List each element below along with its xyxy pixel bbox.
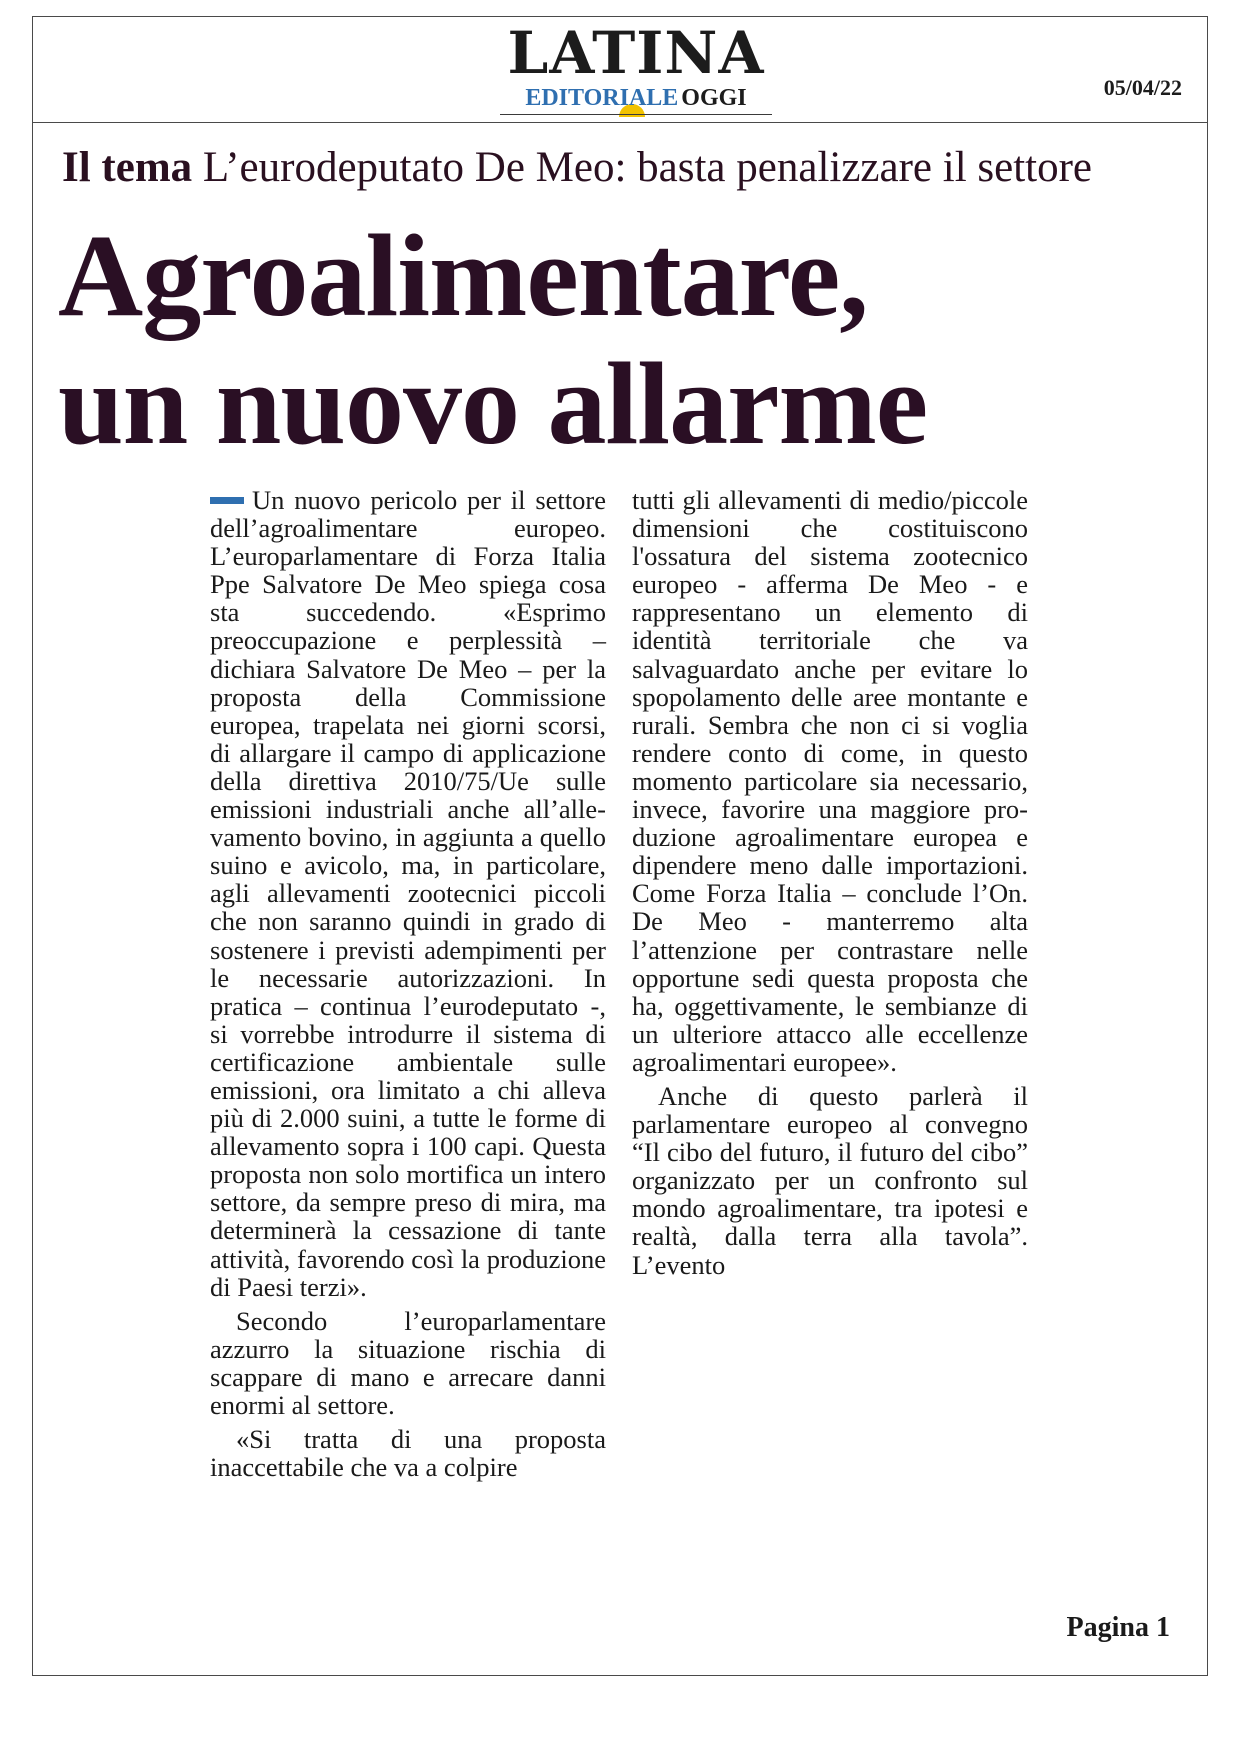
page-number: Pagina 1 xyxy=(1066,1612,1170,1643)
article-paragraph: «Si tratta di una proposta inaccettabile che va a colpire xyxy=(210,1424,606,1483)
article-column-1 xyxy=(210,486,606,1481)
headline xyxy=(58,212,1188,468)
article-paragraph: Anche di questo parlerà il parlamentare europeo al convegno “Il cibo del futuro, il futuro del cibo” organizzato per un confronto sul mondo agroalimentare, tra ipotesi e realtà, dalla terra alla tavola”. L’evento xyxy=(632,1080,1028,1280)
masthead-subtitle xyxy=(498,86,774,110)
lead-marker-icon xyxy=(210,497,244,504)
masthead-name: LATINA xyxy=(507,19,765,87)
masthead-rule xyxy=(500,114,772,115)
masthead-logo xyxy=(498,19,774,122)
kicker-label: Il tema xyxy=(62,144,193,191)
masthead-editoriale: EDITORIALE xyxy=(525,85,679,111)
header-divider xyxy=(32,122,1208,123)
article-paragraph-text: Un nuovo pericolo per il settore dell’agroalimentare europeo. L’europarlamentare di Forza Italia Ppe Salvatore De Meo spiega cosa sta succedendo. «Esprimo preoccupazione e perplessità – dichiara Salvatore De Meo – per la proposta della Commissione europea, trapelata nei giorni scorsi, di allargare il campo di applicazione della direttiva 2010/75/Ue sulle emissioni industriali anche all’allevamento bovino, in aggiunta a quello suino e avicolo, ma, in particolare, agli allevamenti zootecnici piccoli che non saranno quindi in grado di sostenere i previsti adempimenti per le necessarie autorizzazioni. In pratica – continua l’eurodeputato -, si vorrebbe introdurre il sistema di certificazione ambientale sulle emissioni, ora limitato a chi alleva più di 2.000 suini, a tutte le forme di allevamento sopra i 100 capi. Questa proposta non solo mortifica un intero settore, da sempre preso di mira, ma determinerà la cessazione di tante attività, favorendo così la produzione di Paesi terzi». xyxy=(210,485,606,1302)
kicker-text: L’eurodeputato De Meo: basta penalizzare il settore xyxy=(202,144,1093,191)
headline-line-2: un nuovo allarme xyxy=(58,338,928,469)
article-column-2 xyxy=(632,486,1028,1279)
article-paragraph: tutti gli allevamenti di medio/piccole dimensioni che costituiscono l'ossatura del sistema zootecnico europeo - afferma De Meo - e rappresentano un elemento di identità territoriale che va salvaguardato anche per evitare lo spopolamento delle aree montante e rurali. Sembra che non ci si voglia rendere conto di come, in questo momento particolare sia necessario, invece, favorire una maggiore produzione agroalimentare europea e dipendere meno dalle importazioni. Come Forza Italia – conclude l’On. De Meo - manterremo alta l’attenzione per contrastare nelle opportune sedi questa proposta che ha, oggettivamente, le sembianze di un ulteriore attacco alle eccellenze agroalimentari europee». xyxy=(632,485,1028,1077)
publication-date: 05/04/22 xyxy=(1103,75,1182,100)
kicker xyxy=(62,144,1202,191)
article-paragraph: Secondo l’europarlamentare azzurro la situazione rischia di scappare di mano e arrecare danni enormi al settore. xyxy=(210,1305,606,1420)
article-paragraph xyxy=(210,486,606,1301)
masthead-oggi: OGGI xyxy=(681,85,747,111)
headline-line-1: Agroalimentare, xyxy=(58,210,868,341)
